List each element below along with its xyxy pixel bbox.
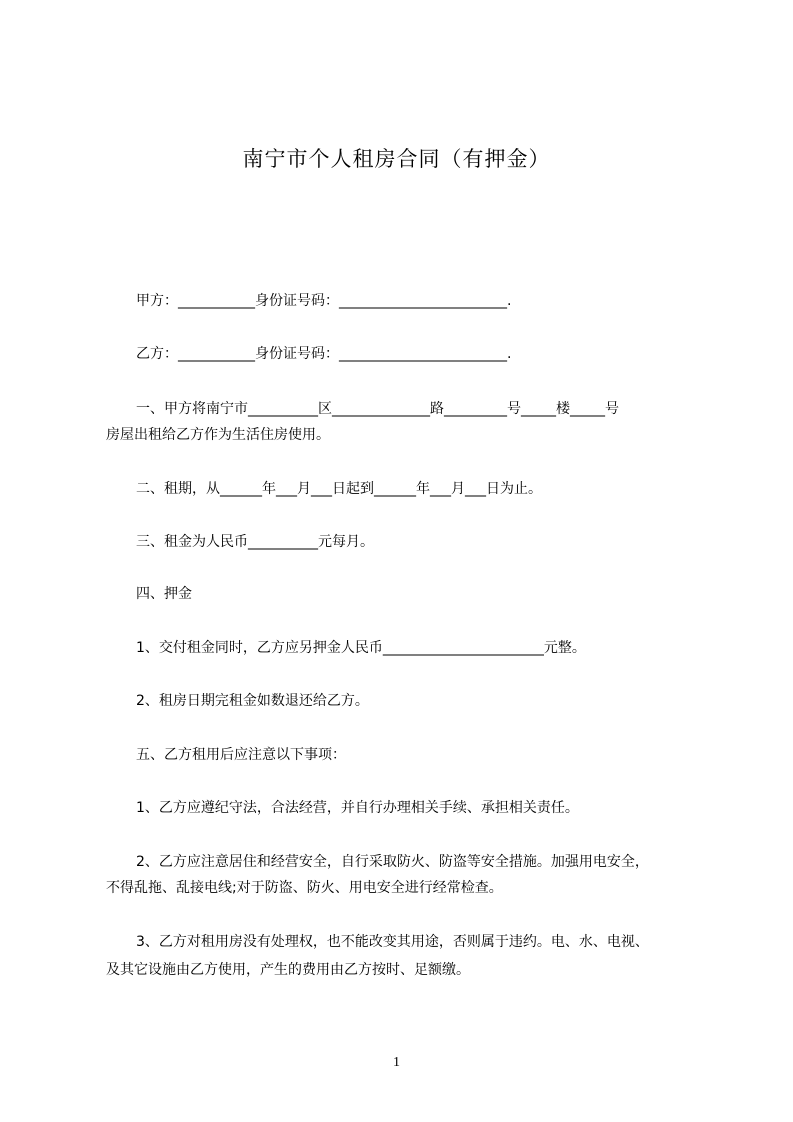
clause-4-item-1: 1、交付租金同时，乙方应另押金人民币_______________________元整。 <box>136 640 586 656</box>
clause-2-line: 二、租期，从______年___月___日起到______年___月___日为止。 <box>136 481 542 497</box>
clause-1-line-2: 房屋出租给乙方作为生活住房使用。 <box>106 427 330 443</box>
clause-5-item-1: 1、乙方应遵纪守法，合法经营，并自行办理相关手续、承担相关责任。 <box>136 800 579 816</box>
clause-5-item-2-line-1: 2、乙方应注意居住和经营安全，自行采取防火、防盗等安全措施。加强用电安全， <box>136 854 649 870</box>
clause-4-item-2: 2、租房日期完租金如数退还给乙方。 <box>136 693 369 709</box>
party-a-line: 甲方：___________身份证号码：________________________. <box>136 293 512 309</box>
clause-1-line-1: 一、甲方将南宁市__________区______________路_________号_____楼_____号 <box>136 401 619 417</box>
page-number: 1 <box>393 1055 400 1070</box>
party-b-line: 乙方：___________身份证号码：________________________. <box>136 346 512 362</box>
clause-5-item-3-line-2: 及其它设施由乙方使用，产生的费用由乙方按时、足额缴。 <box>106 962 470 978</box>
document-title: 南宁市个人租房合同（有押金） <box>242 147 551 171</box>
clause-3-line: 三、租金为人民币__________元每月。 <box>136 534 374 550</box>
clause-5-item-2-line-2: 不得乱拖、乱接电线;对于防盗、防火、用电安全进行经常检查。 <box>106 880 503 896</box>
clause-5-heading: 五、乙方租用后应注意以下事项： <box>136 747 346 763</box>
clause-4-heading: 四、押金 <box>136 586 192 602</box>
clause-5-item-3-line-1: 3、乙方对租用房没有处理权，也不能改变其用途，否则属于违约。电、水、电视、 <box>136 934 649 950</box>
